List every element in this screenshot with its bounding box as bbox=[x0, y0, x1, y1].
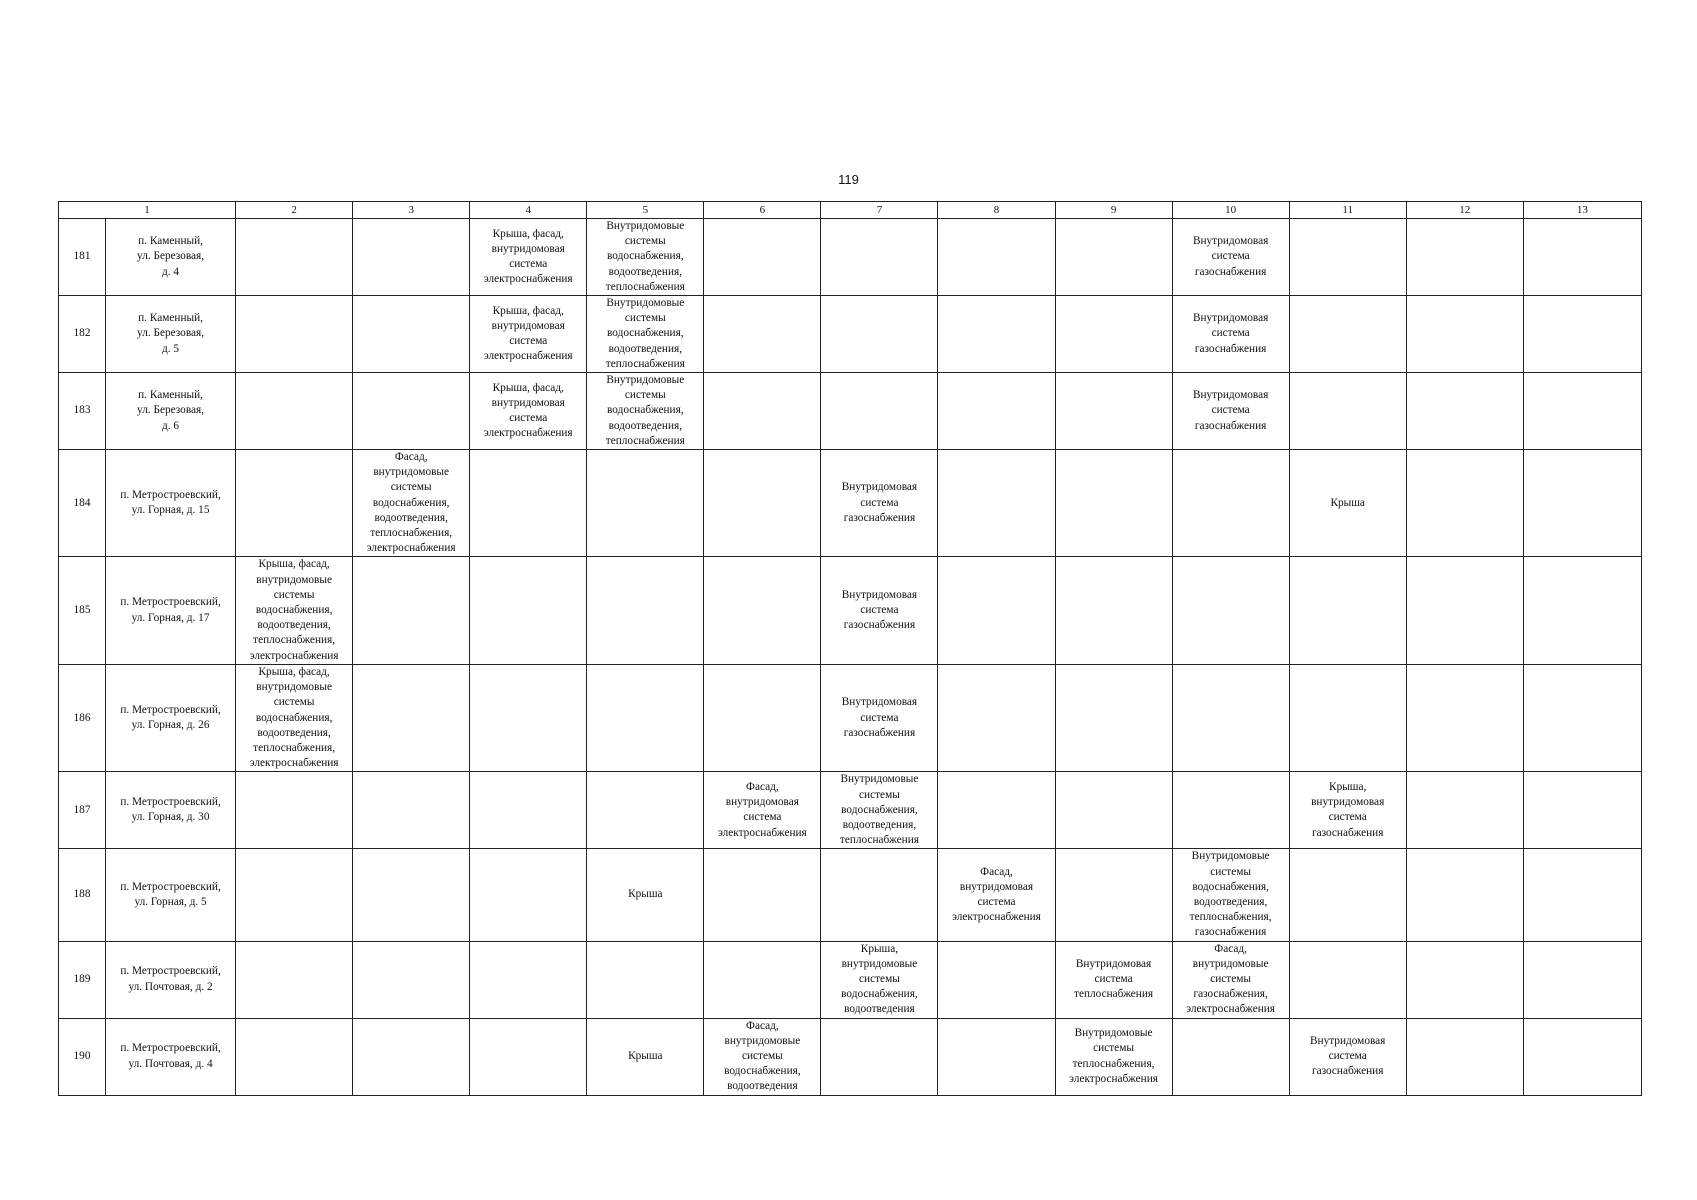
work-cell-col-4: Крыша, фасад, внутридомовая система электроснабжения bbox=[470, 219, 587, 296]
work-cell-col-12 bbox=[1406, 450, 1523, 557]
table-row bbox=[59, 849, 1642, 941]
work-cell-col-2: Крыша, фасад, внутридомовые системы водоснабжения, водоотведения, теплоснабжения, электроснабжения bbox=[236, 557, 353, 664]
work-cell-col-2: Крыша, фасад, внутридомовые системы водоснабжения, водоотведения, теплоснабжения, электроснабжения bbox=[236, 664, 353, 771]
work-cell-col-2 bbox=[236, 373, 353, 450]
work-cell-col-5 bbox=[587, 772, 704, 849]
work-cell-col-13 bbox=[1523, 1018, 1641, 1095]
work-cell-col-13 bbox=[1523, 557, 1641, 664]
work-cell-col-9 bbox=[1055, 664, 1172, 771]
table-row bbox=[59, 941, 1642, 1018]
work-cell-col-3 bbox=[353, 941, 470, 1018]
table-row bbox=[59, 219, 1642, 296]
work-cell-col-13 bbox=[1523, 296, 1641, 373]
work-cell-col-13 bbox=[1523, 219, 1641, 296]
header-row bbox=[59, 202, 1642, 219]
work-cell-col-13 bbox=[1523, 941, 1641, 1018]
work-cell-col-9: Внутридомовые системы теплоснабжения, электроснабжения bbox=[1055, 1018, 1172, 1095]
work-cell-col-10 bbox=[1172, 772, 1289, 849]
work-cell-col-5 bbox=[587, 941, 704, 1018]
work-cell-col-13 bbox=[1523, 772, 1641, 849]
work-cell-col-10 bbox=[1172, 450, 1289, 557]
work-cell-col-6 bbox=[704, 941, 821, 1018]
column-header-1: 1 bbox=[59, 202, 236, 219]
work-cell-col-2 bbox=[236, 772, 353, 849]
work-cell-col-6 bbox=[704, 450, 821, 557]
table-row bbox=[59, 450, 1642, 557]
work-cell-col-3 bbox=[353, 219, 470, 296]
address-cell: п. Метростроевский, ул. Горная, д. 30 bbox=[106, 772, 236, 849]
work-cell-col-8 bbox=[938, 450, 1055, 557]
work-cell-col-13 bbox=[1523, 849, 1641, 941]
work-cell-col-7 bbox=[821, 219, 938, 296]
work-cell-col-11: Крыша bbox=[1289, 450, 1406, 557]
table-row bbox=[59, 772, 1642, 849]
work-cell-col-4 bbox=[470, 941, 587, 1018]
work-cell-col-11 bbox=[1289, 941, 1406, 1018]
column-header-4: 4 bbox=[470, 202, 587, 219]
work-cell-col-4 bbox=[470, 1018, 587, 1095]
work-cell-col-11 bbox=[1289, 296, 1406, 373]
repair-schedule-table bbox=[58, 201, 1642, 1096]
column-header-12: 12 bbox=[1406, 202, 1523, 219]
work-cell-col-4 bbox=[470, 557, 587, 664]
work-cell-col-8 bbox=[938, 296, 1055, 373]
work-cell-col-4 bbox=[470, 450, 587, 557]
work-cell-col-10: Внутридомовая система газоснабжения bbox=[1172, 219, 1289, 296]
work-cell-col-9: Внутридомовая система теплоснабжения bbox=[1055, 941, 1172, 1018]
work-cell-col-4 bbox=[470, 772, 587, 849]
work-cell-col-11 bbox=[1289, 219, 1406, 296]
work-cell-col-11 bbox=[1289, 849, 1406, 941]
address-cell: п. Каменный, ул. Березовая, д. 6 bbox=[106, 373, 236, 450]
work-cell-col-8 bbox=[938, 941, 1055, 1018]
work-cell-col-8 bbox=[938, 664, 1055, 771]
work-cell-col-3 bbox=[353, 849, 470, 941]
work-cell-col-5 bbox=[587, 557, 704, 664]
work-cell-col-4: Крыша, фасад, внутридомовая система электроснабжения bbox=[470, 296, 587, 373]
work-cell-col-7: Крыша, внутридомовые системы водоснабжения, водоотведения bbox=[821, 941, 938, 1018]
work-cell-col-6 bbox=[704, 219, 821, 296]
work-cell-col-4: Крыша, фасад, внутридомовая система электроснабжения bbox=[470, 373, 587, 450]
work-cell-col-3 bbox=[353, 1018, 470, 1095]
work-cell-col-8 bbox=[938, 219, 1055, 296]
work-cell-col-2 bbox=[236, 450, 353, 557]
work-cell-col-10: Внутридомовые системы водоснабжения, водоотведения, теплоснабжения, газоснабжения bbox=[1172, 849, 1289, 941]
column-header-5: 5 bbox=[587, 202, 704, 219]
work-cell-col-3 bbox=[353, 664, 470, 771]
work-cell-col-9 bbox=[1055, 450, 1172, 557]
table-row bbox=[59, 664, 1642, 771]
column-header-13: 13 bbox=[1523, 202, 1641, 219]
work-cell-col-6 bbox=[704, 664, 821, 771]
work-cell-col-12 bbox=[1406, 1018, 1523, 1095]
table-row bbox=[59, 373, 1642, 450]
work-cell-col-13 bbox=[1523, 664, 1641, 771]
work-cell-col-12 bbox=[1406, 557, 1523, 664]
work-cell-col-3 bbox=[353, 373, 470, 450]
work-cell-col-5: Внутридомовые системы водоснабжения, водоотведения, теплоснабжения bbox=[587, 219, 704, 296]
work-cell-col-12 bbox=[1406, 296, 1523, 373]
work-cell-col-2 bbox=[236, 1018, 353, 1095]
work-cell-col-2 bbox=[236, 849, 353, 941]
work-cell-col-7 bbox=[821, 849, 938, 941]
work-cell-col-6: Фасад, внутридомовые системы водоснабжения, водоотведения bbox=[704, 1018, 821, 1095]
work-cell-col-2 bbox=[236, 219, 353, 296]
row-number: 183 bbox=[59, 373, 106, 450]
work-cell-col-6 bbox=[704, 373, 821, 450]
work-cell-col-11: Крыша, внутридомовая система газоснабжения bbox=[1289, 772, 1406, 849]
work-cell-col-12 bbox=[1406, 941, 1523, 1018]
address-cell: п. Метростроевский, ул. Почтовая, д. 2 bbox=[106, 941, 236, 1018]
work-cell-col-11 bbox=[1289, 664, 1406, 771]
row-number: 190 bbox=[59, 1018, 106, 1095]
work-cell-col-4 bbox=[470, 849, 587, 941]
row-number: 181 bbox=[59, 219, 106, 296]
work-cell-col-4 bbox=[470, 664, 587, 771]
table-row bbox=[59, 557, 1642, 664]
work-cell-col-11 bbox=[1289, 373, 1406, 450]
work-cell-col-12 bbox=[1406, 373, 1523, 450]
work-cell-col-7: Внутридомовая система газоснабжения bbox=[821, 557, 938, 664]
work-cell-col-10 bbox=[1172, 557, 1289, 664]
work-cell-col-2 bbox=[236, 941, 353, 1018]
work-cell-col-3 bbox=[353, 557, 470, 664]
column-header-10: 10 bbox=[1172, 202, 1289, 219]
work-cell-col-5 bbox=[587, 450, 704, 557]
work-cell-col-13 bbox=[1523, 373, 1641, 450]
column-header-6: 6 bbox=[704, 202, 821, 219]
work-cell-col-8 bbox=[938, 373, 1055, 450]
row-number: 187 bbox=[59, 772, 106, 849]
work-cell-col-10 bbox=[1172, 664, 1289, 771]
work-cell-col-9 bbox=[1055, 849, 1172, 941]
address-cell: п. Каменный, ул. Березовая, д. 4 bbox=[106, 219, 236, 296]
column-header-2: 2 bbox=[236, 202, 353, 219]
work-cell-col-7 bbox=[821, 373, 938, 450]
work-cell-col-8 bbox=[938, 557, 1055, 664]
work-cell-col-6: Фасад, внутридомовая система электроснабжения bbox=[704, 772, 821, 849]
work-cell-col-7: Внутридомовые системы водоснабжения, водоотведения, теплоснабжения bbox=[821, 772, 938, 849]
work-cell-col-5: Внутридомовые системы водоснабжения, водоотведения, теплоснабжения bbox=[587, 296, 704, 373]
work-cell-col-9 bbox=[1055, 373, 1172, 450]
address-cell: п. Метростроевский, ул. Почтовая, д. 4 bbox=[106, 1018, 236, 1095]
work-cell-col-7 bbox=[821, 1018, 938, 1095]
work-cell-col-10: Внутридомовая система газоснабжения bbox=[1172, 373, 1289, 450]
work-cell-col-7: Внутридомовая система газоснабжения bbox=[821, 664, 938, 771]
page-number: 119 bbox=[838, 172, 859, 187]
row-number: 189 bbox=[59, 941, 106, 1018]
column-header-3: 3 bbox=[353, 202, 470, 219]
address-cell: п. Метростроевский, ул. Горная, д. 15 bbox=[106, 450, 236, 557]
address-cell: п. Каменный, ул. Березовая, д. 5 bbox=[106, 296, 236, 373]
work-cell-col-10: Фасад, внутридомовые системы газоснабжения, электроснабжения bbox=[1172, 941, 1289, 1018]
work-cell-col-12 bbox=[1406, 219, 1523, 296]
row-number: 185 bbox=[59, 557, 106, 664]
work-cell-col-11 bbox=[1289, 557, 1406, 664]
work-cell-col-7: Внутридомовая система газоснабжения bbox=[821, 450, 938, 557]
work-cell-col-7 bbox=[821, 296, 938, 373]
address-cell: п. Метростроевский, ул. Горная, д. 26 bbox=[106, 664, 236, 771]
work-cell-col-5 bbox=[587, 664, 704, 771]
work-cell-col-10 bbox=[1172, 1018, 1289, 1095]
work-cell-col-3: Фасад, внутридомовые системы водоснабжения, водоотведения, теплоснабжения, электроснабжения bbox=[353, 450, 470, 557]
work-cell-col-8 bbox=[938, 772, 1055, 849]
work-cell-col-2 bbox=[236, 296, 353, 373]
work-cell-col-12 bbox=[1406, 772, 1523, 849]
table-row bbox=[59, 296, 1642, 373]
work-cell-col-3 bbox=[353, 296, 470, 373]
work-cell-col-6 bbox=[704, 849, 821, 941]
work-cell-col-8: Фасад, внутридомовая система электроснабжения bbox=[938, 849, 1055, 941]
work-cell-col-5: Внутридомовые системы водоснабжения, водоотведения, теплоснабжения bbox=[587, 373, 704, 450]
work-cell-col-6 bbox=[704, 557, 821, 664]
row-number: 182 bbox=[59, 296, 106, 373]
column-header-8: 8 bbox=[938, 202, 1055, 219]
work-cell-col-5: Крыша bbox=[587, 1018, 704, 1095]
work-cell-col-8 bbox=[938, 1018, 1055, 1095]
work-cell-col-5: Крыша bbox=[587, 849, 704, 941]
row-number: 184 bbox=[59, 450, 106, 557]
row-number: 188 bbox=[59, 849, 106, 941]
address-cell: п. Метростроевский, ул. Горная, д. 5 bbox=[106, 849, 236, 941]
work-cell-col-9 bbox=[1055, 557, 1172, 664]
column-header-11: 11 bbox=[1289, 202, 1406, 219]
work-cell-col-10: Внутридомовая система газоснабжения bbox=[1172, 296, 1289, 373]
work-cell-col-3 bbox=[353, 772, 470, 849]
work-cell-col-13 bbox=[1523, 450, 1641, 557]
row-number: 186 bbox=[59, 664, 106, 771]
column-header-7: 7 bbox=[821, 202, 938, 219]
work-cell-col-11: Внутридомовая система газоснабжения bbox=[1289, 1018, 1406, 1095]
work-cell-col-9 bbox=[1055, 219, 1172, 296]
work-cell-col-9 bbox=[1055, 772, 1172, 849]
work-cell-col-12 bbox=[1406, 664, 1523, 771]
work-cell-col-6 bbox=[704, 296, 821, 373]
work-cell-col-9 bbox=[1055, 296, 1172, 373]
table-row bbox=[59, 1018, 1642, 1095]
column-header-9: 9 bbox=[1055, 202, 1172, 219]
address-cell: п. Метростроевский, ул. Горная, д. 17 bbox=[106, 557, 236, 664]
work-cell-col-12 bbox=[1406, 849, 1523, 941]
